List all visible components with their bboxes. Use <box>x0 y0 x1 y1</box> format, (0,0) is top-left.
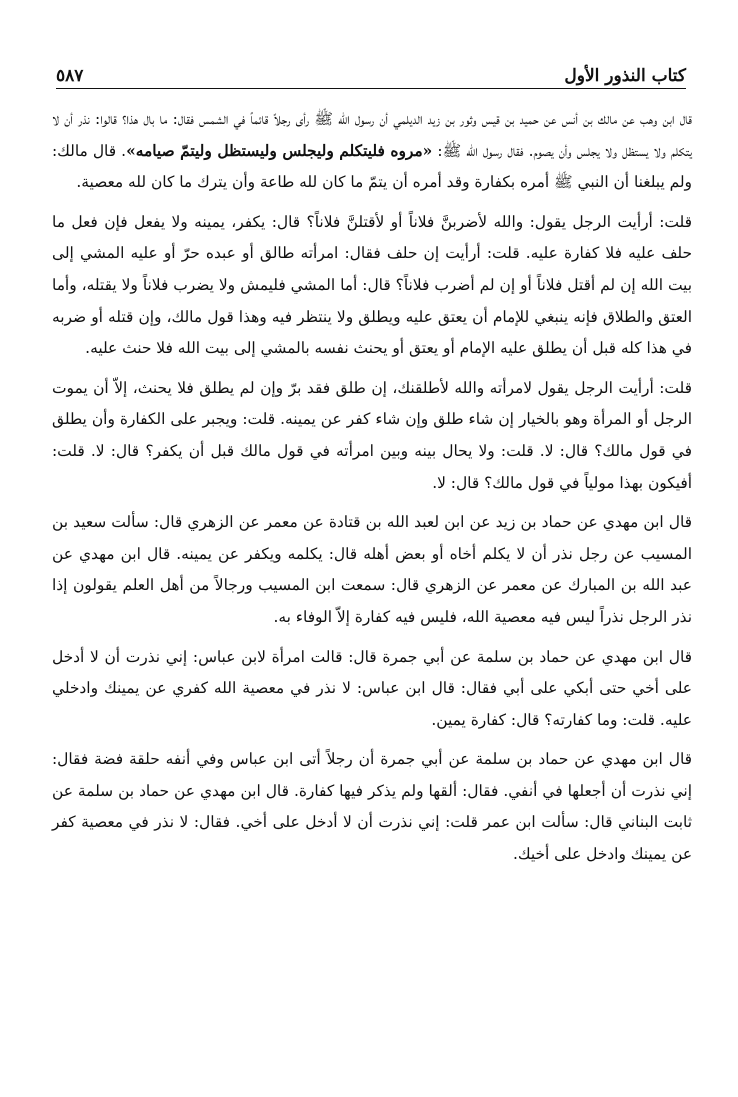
page-body <box>52 104 692 879</box>
paragraph: قلت: أرأيت الرجل يقول: والله لأضربنَّ فلاناً أو لأقتلنَّ فلاناً؟ قال: يكفر، يمينه ولا يفعل فإن فعل ما حلف عليه فلا كفارة عليه. قلت: أرأيت إن حلف فقال: امرأته طالق أو عبده حرّ أو عليه المشي إلى بيت الله إن لم أقتل فلاناً أو إن لم أضرب فلاناً؟ قال: أما المشي فليمش ولا يضرب فلاناً ولا يقتله، وأما العتق والطلاق فإنه ينبغي للإمام أن يعتق عليه ويطلق ولا ينتظر فيه وهذا قول مالك، وإن قتله أو ضربه في هذا كله قبل أن يطلق عليه الإمام أو يعتق أو يحنث نفسه بالمشي إلى بيت الله فلا حنث عليه. <box>52 212 692 358</box>
running-header <box>56 60 686 86</box>
paragraph: قال ابن مهدي عن حماد بن سلمة عن أبي جمرة أن رجلاً أتى ابن عباس وفي أنفه حلقة فضة فقال: إني نذرت أن أجعلها في أنفي. فقال: ألقها ولم يذكر فيها كفارة. قال ابن مهدي عن حماد بن سلمة عن ثابت البناني قال: سألت ابن عمر قلت: إني نذرت أن لا أدخل على أخي. فقال: لا نذر في معصية كفر عن يمينك وادخل على أخيك. <box>52 750 692 864</box>
paragraph: قلت: أرأيت الرجل يقول لامرأته والله لأطلقنك، إن طلق فقد برّ وإن لم يطلق فلا يحنث، إلاّ أن يموت الرجل أو المرأة وهو بالخيار إن شاء طلق وإن شاء كفر عن يمينه. قلت: ويجبر على الكفارة وأن يطلق في قول مالك؟ قال: لا. قلت: ولا يحال بينه وبين امرأته في قول مالك قبل أن يكفر؟ قال: لا. قلت: أفيكون بهذا مولياً في قول مالك؟ قال: لا. <box>52 378 692 492</box>
paragraph-text: قال ابن وهب عن مالك بن أنس عن حميد بن قيس وثور بن زيد الديلمي أن رسول الله ﷺ رأى رجلاً قائماً في الشمس فقال: ما بال هذا؟ قالوا: نذر أن لا يتكلم ولا يستظل ولا يجلس وأن يصوم. فقال رسول الله ﷺ: <box>52 110 692 160</box>
paragraph: قال ابن مهدي عن حماد بن زيد عن ابن لعبد الله بن قتادة عن معمر عن الزهري قال: سألت سعيد بن المسيب عن رجل نذر أن لا يكلم أخاه أو بعض أهله قال: يكلمه ويكفر عن يمينه. قال ابن مهدي عن عبد الله بن المبارك عن معمر عن الزهري قال: سمعت ابن المسيب ورجالاً من أهل العلم يقولون إذا نذر الرجل نذراً ليس فيه معصية الله، فليس فيه كفارة إلاّ الوفاء به. <box>52 513 692 626</box>
paragraph: قال ابن مهدي عن حماد بن سلمة عن أبي جمرة قال: قالت امرأة لابن عباس: إني نذرت أن لا أدخل على أخي حتى أبكي على أبي فقال: قال ابن عباس: لا نذر في معصية الله كفري عن يمينك وادخلي عليه. قلت: وما كفارته؟ قال: كفارة يمين. <box>52 647 692 729</box>
chapter-title: كتاب النذور الأول <box>564 66 686 86</box>
header-divider <box>56 88 686 89</box>
hadith-quote: «مروه فليتكلم وليجلس وليستظل وليتمّ صيامه» <box>126 141 433 160</box>
page-number: ٥٨٧ <box>56 66 84 86</box>
paragraph <box>52 104 692 199</box>
paragraph-text: . قال مالك: ولم يبلغنا أن النبي ﷺ أمره بكفارة وقد أمره أن يتمّ ما كان لله طاعة وأن يترك ما كان لله معصية. <box>52 141 692 192</box>
